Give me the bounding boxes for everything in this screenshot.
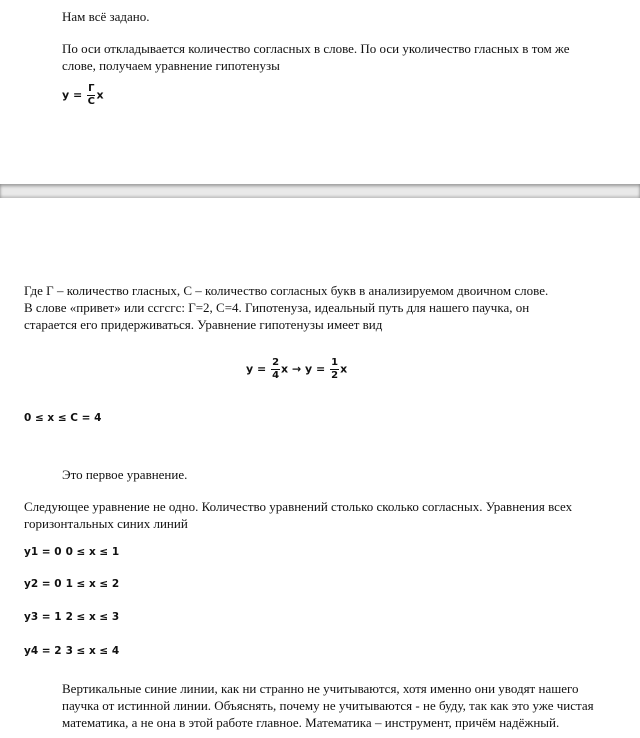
- fraction-numerator: 1: [331, 357, 339, 368]
- fraction-1-2: [330, 358, 339, 381]
- equation-row-4: [24, 645, 123, 657]
- paragraph-definitions-text: Где Г – количество гласных, С – количество согласных букв в анализируемом двоичном слове. В слове «привет» или ссгсгс: Г=2, С=4. Гипотенуза, идеальный путь для нашего паучка, он старается его придерживаться. Уравнение гипотенузы имеет вид: [24, 283, 549, 332]
- equation-row-1: [24, 546, 123, 558]
- equation-row-3: [24, 611, 123, 623]
- range-condition: 0 ≤ x ≤ C = 4: [24, 412, 102, 424]
- equation-condition: 1 ≤ x ≤ 2: [65, 578, 120, 590]
- paragraph-definitions: [24, 282, 554, 333]
- equation-expression: y1 = 0: [24, 546, 62, 558]
- equation-condition: 3 ≤ x ≤ 4: [65, 645, 120, 657]
- formula2-var2: x: [340, 362, 348, 376]
- fraction-2-4: [271, 358, 280, 381]
- fraction-denominator: 4: [272, 370, 280, 381]
- equation-condition: 0 ≤ x ≤ 1: [65, 546, 120, 558]
- formula2-var1: x: [281, 362, 289, 376]
- fraction: [87, 84, 95, 107]
- formula-variable: x: [96, 88, 104, 102]
- fraction-denominator: С: [87, 96, 95, 107]
- fraction-numerator: 2: [272, 357, 280, 368]
- formula-hypotenuse-example: [246, 358, 347, 381]
- fraction-denominator: 2: [331, 370, 339, 381]
- formula2-lhs1: y =: [246, 362, 267, 376]
- fraction-numerator: Г: [88, 83, 95, 94]
- equation-expression: y4 = 2: [24, 645, 62, 657]
- document-page-1: [0, 0, 640, 184]
- formula2-lhs2: y =: [305, 362, 326, 376]
- paragraph-vertical-lines: Вертикальные синие линии, как ни странно не учитываются, хотя именно они уводят нашего паучка от истинной линии. Объяснять, почему не учитываются - не буду, так как это уже чистая математика, а не она в этой работе главное. Математика – инструмент, причём надёжный.: [62, 681, 594, 730]
- paragraph-axes: По оси откладывается количество согласных в слове. По оси уколичество гласных в том же слове, получаем уравнение гипотенузы: [62, 41, 570, 73]
- page-separator: [0, 184, 640, 198]
- paragraph-next-equations: Следующее уравнение не одно. Количество уравнений столько сколько согласных. Уравнения всех горизонтальных синих линий: [24, 499, 573, 531]
- equation-expression: y3 = 1: [24, 611, 62, 623]
- equation-row-2: [24, 578, 123, 590]
- equation-condition: 2 ≤ x ≤ 3: [65, 611, 120, 623]
- formula-lhs: y =: [62, 88, 83, 102]
- equation-expression: y2 = 0: [24, 578, 62, 590]
- formula-hypotenuse: [62, 84, 104, 107]
- text-all-given: Нам всё задано.: [62, 9, 150, 24]
- text-first-equation: Это первое уравнение.: [62, 467, 188, 482]
- arrow-icon: →: [291, 362, 302, 376]
